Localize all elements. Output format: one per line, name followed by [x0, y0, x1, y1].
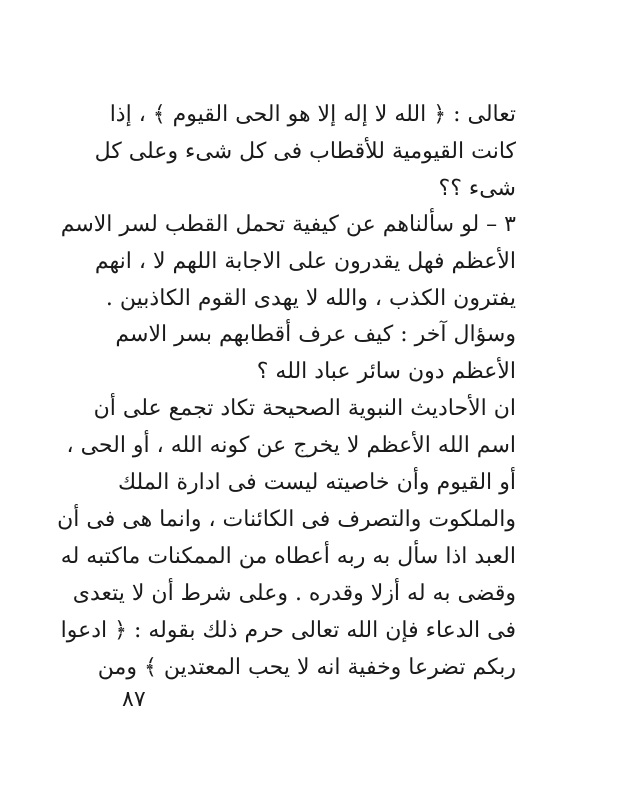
text-line: الأعظم دون سائر عباد الله ؟ [256, 359, 516, 384]
page-number: ٨٧ [122, 687, 146, 712]
text-line: ان الأحاديث النبوية الصحيحة تكاد تجمع على أن [93, 396, 516, 421]
text-line: يفترون الكذب ، والله لا يهدى القوم الكاذبين . [105, 286, 516, 311]
text-line: أو القيوم وأن خاصيته ليست فى ادارة الملك [118, 470, 516, 495]
text-line: كانت القيومية للأقطاب فى كل شىء وعلى كل [94, 139, 516, 164]
paragraph-3 [115, 316, 516, 390]
text-line: فى الدعاء فإن الله تعالى حرم ذلك بقوله : ﴿ ادعوا [60, 618, 516, 643]
text-line: ربكم تضرعا وخفية انه لا يحب المعتدين ﴾ ومن [97, 655, 516, 680]
text-line: اسم الله الأعظم لا يخرج عن كونه الله ، أو الحى ، [66, 433, 516, 458]
text-line: وسؤال آخر : كيف عرف أقطابهم بسر الاسم [115, 322, 516, 347]
text-line: الأعظم فهل يقدرون على الاجابة اللهم لا ، انهم [94, 249, 516, 274]
paragraph-2 [60, 206, 516, 317]
text-line: ٣ – لو سألناهم عن كيفية تحمل القطب لسر الاسم [60, 212, 516, 237]
paragraph-4 [57, 390, 516, 686]
text-line: العبد اذا سأل به ربه أعطاه من الممكنات ماكتبه له [60, 544, 516, 569]
text-line: تعالى : ﴿ الله لا إله إلا هو الحى القيوم ﴾ ، إذا [109, 102, 516, 127]
paragraph-1 [94, 96, 516, 207]
text-line: وقضى به له أزلا وقدره . وعلى شرط أن لا يتعدى [72, 581, 516, 606]
text-line: شىء ؟؟ [438, 176, 516, 201]
text-line: والملكوت والتصرف فى الكائنات ، وانما هى فى أن [57, 507, 516, 532]
